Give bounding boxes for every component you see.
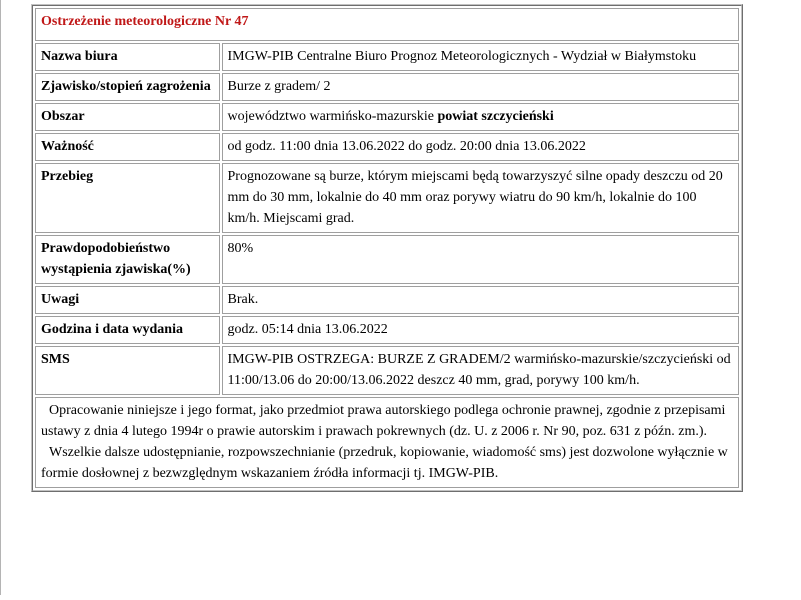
row-value-zjawisko: Burze z gradem/ 2 [222, 73, 739, 101]
copyright-row [35, 397, 739, 488]
row-label-nazwa-biura: Nazwa biura [35, 43, 220, 71]
obszar-voivodeship: województwo warmińsko-mazurskie [227, 109, 438, 124]
obszar-county: powiat szczycieński [437, 109, 554, 124]
row-label-waznosc: Ważność [35, 133, 220, 161]
table-row-nazwa-biura [35, 43, 739, 71]
row-label-przebieg: Przebieg [35, 163, 220, 233]
row-value-waznosc: od godz. 11:00 dnia 13.06.2022 do godz. 20:00 dnia 13.06.2022 [222, 133, 739, 161]
row-label-obszar: Obszar [35, 103, 220, 131]
warning-document [31, 4, 743, 492]
row-label-zjawisko: Zjawisko/stopień zagrożenia [35, 73, 220, 101]
copyright-paragraph-2: Wszelkie dalsze udostępnianie, rozpowszechnianie (przedruk, kopiowanie, wiadomość sms) jest dozwolone wyłącznie w formie dosłownej z bezwzględnym wskazaniem źródła informacji tj. IMGW-PIB. [41, 445, 728, 481]
row-value-uwagi: Brak. [222, 286, 739, 314]
table-row-waznosc [35, 133, 739, 161]
row-label-godzina-wydania: Godzina i data wydania [35, 316, 220, 344]
table-row-obszar [35, 103, 739, 131]
row-label-prawdopodobienstwo: Prawdopodobieństwo wystąpienia zjawiska(%) [35, 235, 220, 284]
table-row-zjawisko [35, 73, 739, 101]
row-label-sms: SMS [35, 346, 220, 395]
table-row-sms [35, 346, 739, 395]
page-left-edge-line [0, 0, 1, 595]
row-value-prawdopodobienstwo: 80% [222, 235, 739, 284]
row-value-godzina-wydania: godz. 05:14 dnia 13.06.2022 [222, 316, 739, 344]
row-value-nazwa-biura: IMGW-PIB Centralne Biuro Prognoz Meteorologicznych - Wydział w Białymstoku [222, 43, 739, 71]
copyright-paragraph-1: Opracowanie niniejsze i jego format, jako przedmiot prawa autorskiego podlega ochronie prawnej, zgodnie z przepisami ustawy z dnia 4 lutego 1994r o prawie autorskim i prawach pokrewnych (dz. U. z 2006 r. Nr 90, poz. 631 z późn. zm.). [41, 403, 726, 439]
table-row-prawdopodobienstwo [35, 235, 739, 284]
title-row [35, 8, 739, 41]
copyright-notice [35, 397, 739, 488]
row-value-przebieg: Prognozowane są burze, którym miejscami będą towarzyszyć silne opady deszczu od 20 mm do 30 mm, lokalnie do 40 mm oraz porywy wiatru do 90 km/h, lokalnie do 100 km/h. Miejscami grad. [222, 163, 739, 233]
row-value-sms: IMGW-PIB OSTRZEGA: BURZE Z GRADEM/2 warmińsko-mazurskie/szczycieński od 11:00/13.06 do 20:00/13.06.2022 deszcz 40 mm, grad, porywy 100 km/h. [222, 346, 739, 395]
document-title: Ostrzeżenie meteorologiczne Nr 47 [35, 8, 739, 41]
row-label-uwagi: Uwagi [35, 286, 220, 314]
table-row-uwagi [35, 286, 739, 314]
warning-table [31, 4, 743, 492]
table-row-przebieg [35, 163, 739, 233]
row-value-obszar [222, 103, 739, 131]
table-row-godzina-wydania [35, 316, 739, 344]
